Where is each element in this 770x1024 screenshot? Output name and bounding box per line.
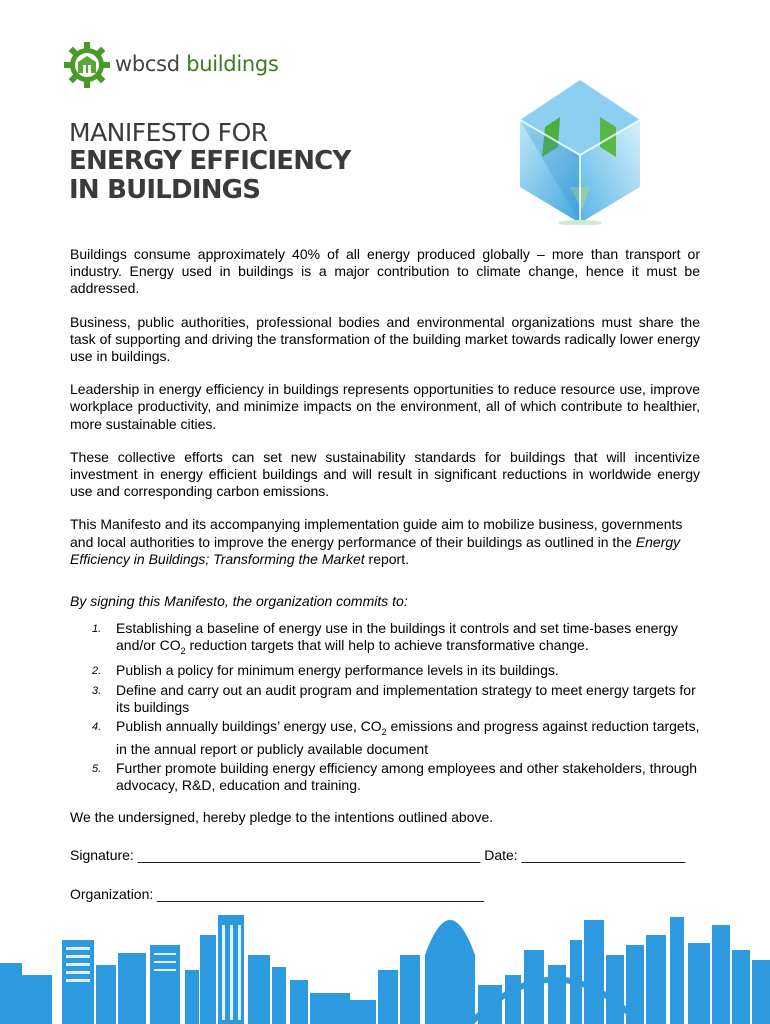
commitment-intro: By signing this Manifesto, the organization commits to: (70, 593, 408, 610)
date-field[interactable]: _____________________ (521, 846, 686, 863)
paragraph-5: This Manifesto and its accompanying implementation guide aim to mobilize business, governments and local authorities to improve the energy performance of their buildings as outlined in the Energy Efficiency in Buildings; Transforming the Market report. (70, 516, 683, 567)
list-item: 5. Further promote building energy efficiency among employees and other stakeholders, through advocacy, R&D, education and training. (92, 760, 698, 794)
title-line-2: ENERGY EFFICIENCY (69, 146, 351, 176)
signature-field[interactable]: ____________________________________________ (137, 846, 481, 863)
wbcsd-logo (62, 40, 282, 90)
logo-text: wbcsd buildings (115, 52, 279, 76)
organization-field[interactable]: __________________________________________ (157, 886, 485, 903)
title-line-3: IN BUILDINGS (69, 175, 261, 205)
paragraph-1: Buildings consume approximately 40% of all energy produced globally – more than transport or industry. Energy used in buildings is a major contribution to climate change, hence it must be addressed. (70, 246, 700, 297)
city-skyline-illustration (0, 895, 770, 1024)
paragraph-2: Business, public authorities, professional bodies and environmental organizations must share the task of supporting and driving the transformation of the building market towards radically lower energy use in buildings. (70, 313, 700, 365)
signature-row (70, 847, 700, 864)
list-item: 2. Publish a policy for minimum energy performance levels in its buildings. (92, 662, 559, 679)
paragraph-4: These collective efforts can set new sustainability standards for buildings that will incentivize investment in energy efficient buildings and will result in significant reductions in worldwide energy use and corresponding carbon emissions. (70, 448, 700, 500)
paragraph-3: Leadership in energy efficiency in buildings represents opportunities to reduce resource use, improve workplace productivity, and minimize impacts on the environment, all of which contribute to healthier, more sustainable cities. (70, 381, 700, 432)
list-item: 3. Define and carry out an audit program and implementation strategy to meet energy targets for its buildings (92, 681, 696, 715)
pledge-text: We the undersigned, hereby pledge to the intentions outlined above. (70, 808, 494, 825)
building-cube-illustration (490, 75, 670, 225)
title-line-1: MANIFESTO FOR (69, 118, 268, 147)
signature-label: Signature: (70, 846, 138, 863)
document-title (69, 118, 351, 205)
globe-gear-icon (62, 40, 112, 90)
list-item: 1. Establishing a baseline of energy use in the buildings it controls and set time-bases energy and/or $CO_2$ reduction targets that will help to achieve transformative change. (92, 620, 678, 657)
organization-label: Organization: (70, 886, 158, 903)
manifesto-body (70, 246, 700, 925)
list-item: 4. Publish annually buildings’ energy use, $CO_2$ emissions and progress against reduction targets, in the annual report or publicly available document (92, 718, 700, 758)
report-title: Energy Efficiency in Buildings; Transforming the Market (70, 533, 681, 567)
commitment-list (70, 620, 700, 794)
date-label: Date: (480, 846, 522, 863)
